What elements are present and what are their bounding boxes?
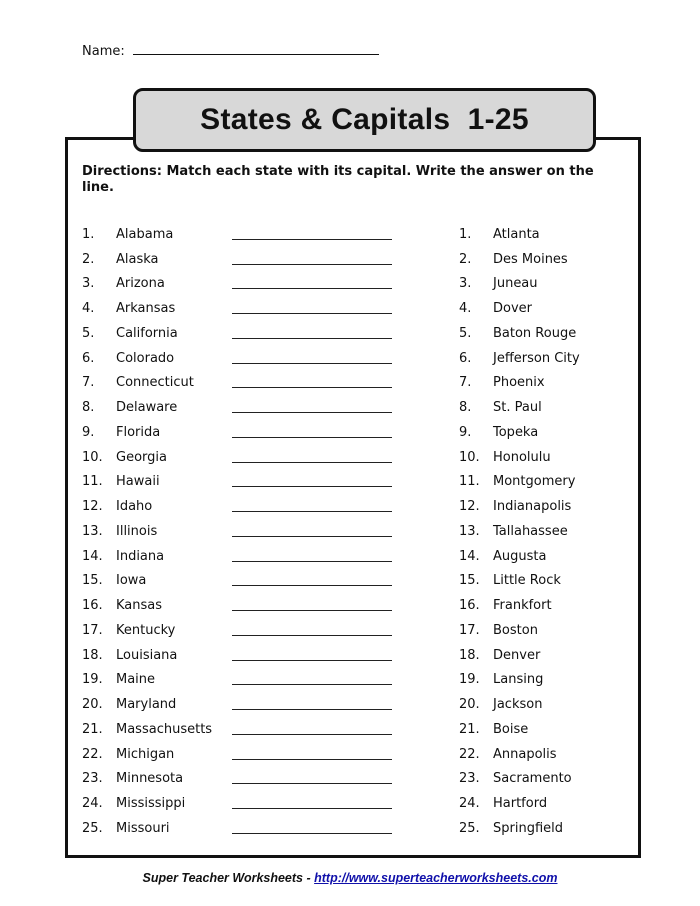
- state-name: Georgia: [116, 449, 167, 465]
- capital-name: Tallahassee: [493, 523, 568, 539]
- capital-number: 7.: [459, 375, 472, 391]
- state-number: 4.: [82, 301, 95, 317]
- capital-row: [459, 494, 580, 519]
- capital-row: [459, 569, 580, 594]
- state-name: Hawaii: [116, 474, 160, 490]
- state-row: [82, 321, 392, 346]
- capital-row: [459, 445, 580, 470]
- state-name: Maine: [116, 672, 156, 688]
- answer-blank-line[interactable]: [232, 375, 392, 388]
- capital-name: Jackson: [493, 697, 543, 713]
- answer-blank-line[interactable]: [232, 722, 392, 735]
- capital-number: 14.: [459, 548, 480, 564]
- answer-blank-line[interactable]: [232, 524, 392, 537]
- capital-row: [459, 544, 580, 569]
- states-column: [82, 222, 392, 841]
- capital-number: 15.: [459, 573, 480, 589]
- capital-row: [459, 717, 580, 742]
- state-name: Massachusetts: [116, 721, 213, 737]
- answer-blank-line[interactable]: [232, 598, 392, 611]
- capital-number: 10.: [459, 449, 480, 465]
- capital-name: Boise: [493, 721, 529, 737]
- capital-row: [459, 692, 580, 717]
- capital-name: Des Moines: [493, 251, 568, 267]
- footer-url-link[interactable]: http://www.superteacherworksheets.com: [314, 871, 558, 885]
- state-number: 17.: [82, 622, 103, 638]
- state-number: 11.: [82, 474, 103, 490]
- state-number: 6.: [82, 350, 95, 366]
- state-row: [82, 494, 392, 519]
- answer-blank-line[interactable]: [232, 821, 392, 834]
- capital-name: Augusta: [493, 548, 547, 564]
- state-number: 15.: [82, 573, 103, 589]
- state-name: Minnesota: [116, 771, 184, 787]
- state-number: 2.: [82, 251, 95, 267]
- state-number: 10.: [82, 449, 103, 465]
- capital-number: 16.: [459, 598, 480, 614]
- state-number: 23.: [82, 771, 103, 787]
- answer-blank-line[interactable]: [232, 425, 392, 438]
- state-number: 3.: [82, 276, 95, 292]
- answer-blank-line[interactable]: [232, 672, 392, 685]
- state-name: Illinois: [116, 523, 158, 539]
- footer: [0, 871, 700, 885]
- capital-row: [459, 816, 580, 841]
- capital-number: 5.: [459, 325, 472, 341]
- state-row: [82, 519, 392, 544]
- capital-row: [459, 346, 580, 371]
- state-name: Florida: [116, 424, 161, 440]
- answer-blank-line[interactable]: [232, 474, 392, 487]
- capital-number: 20.: [459, 697, 480, 713]
- capital-row: [459, 470, 580, 495]
- answer-blank-line[interactable]: [232, 351, 392, 364]
- state-name: Michigan: [116, 746, 175, 762]
- state-number: 24.: [82, 796, 103, 812]
- state-row: [82, 692, 392, 717]
- capital-name: Dover: [493, 301, 532, 317]
- state-row: [82, 346, 392, 371]
- capital-name: Hartford: [493, 796, 548, 812]
- capital-name: Montgomery: [493, 474, 576, 490]
- capital-number: 18.: [459, 647, 480, 663]
- state-name: Alaska: [116, 251, 159, 267]
- state-number: 14.: [82, 548, 103, 564]
- capital-number: 21.: [459, 721, 480, 737]
- capital-number: 3.: [459, 276, 472, 292]
- state-row: [82, 593, 392, 618]
- state-row: [82, 544, 392, 569]
- state-number: 18.: [82, 647, 103, 663]
- capital-row: [459, 767, 580, 792]
- capital-number: 25.: [459, 820, 480, 836]
- state-row: [82, 643, 392, 668]
- capital-row: [459, 247, 580, 272]
- state-name: Connecticut: [116, 375, 194, 391]
- state-row: [82, 717, 392, 742]
- state-row: [82, 470, 392, 495]
- state-number: 5.: [82, 325, 95, 341]
- state-number: 9.: [82, 424, 95, 440]
- capital-row: [459, 742, 580, 767]
- capital-row: [459, 519, 580, 544]
- state-name: Louisiana: [116, 647, 178, 663]
- answer-blank-line[interactable]: [232, 796, 392, 809]
- answer-blank-line[interactable]: [232, 648, 392, 661]
- answer-blank-line[interactable]: [232, 326, 392, 339]
- capital-row: [459, 222, 580, 247]
- state-row: [82, 296, 392, 321]
- state-row: [82, 816, 392, 841]
- capital-row: [459, 668, 580, 693]
- state-number: 1.: [82, 226, 95, 242]
- capital-name: Phoenix: [493, 375, 545, 391]
- capital-number: 6.: [459, 350, 472, 366]
- capital-name: Annapolis: [493, 746, 557, 762]
- worksheet-title: States & Capitals 1-25: [200, 103, 529, 136]
- capital-name: Indianapolis: [493, 499, 572, 515]
- answer-blank-line[interactable]: [232, 747, 392, 760]
- state-number: 12.: [82, 499, 103, 515]
- state-number: 8.: [82, 400, 95, 416]
- capital-number: 9.: [459, 424, 472, 440]
- state-row: [82, 668, 392, 693]
- state-name: Idaho: [116, 499, 153, 515]
- answer-blank-line[interactable]: [232, 549, 392, 562]
- capital-name: Honolulu: [493, 449, 551, 465]
- state-row: [82, 445, 392, 470]
- capital-row: [459, 395, 580, 420]
- state-name: Missouri: [116, 820, 170, 836]
- state-name: Colorado: [116, 350, 175, 366]
- answer-blank-line[interactable]: [232, 450, 392, 463]
- capital-row: [459, 371, 580, 396]
- footer-brand: Super Teacher Worksheets -: [142, 871, 315, 885]
- name-field: [82, 41, 379, 59]
- capital-name: Frankfort: [493, 598, 552, 614]
- answer-blank-line[interactable]: [232, 301, 392, 314]
- capital-number: 17.: [459, 622, 480, 638]
- state-row: [82, 767, 392, 792]
- capital-row: [459, 791, 580, 816]
- capital-name: Sacramento: [493, 771, 572, 787]
- capital-number: 8.: [459, 400, 472, 416]
- capital-name: Little Rock: [493, 573, 561, 589]
- answer-blank-line[interactable]: [232, 623, 392, 636]
- state-row: [82, 371, 392, 396]
- state-row: [82, 569, 392, 594]
- capital-row: [459, 272, 580, 297]
- state-row: [82, 272, 392, 297]
- capital-name: St. Paul: [493, 400, 542, 416]
- state-number: 16.: [82, 598, 103, 614]
- answer-blank-line[interactable]: [232, 252, 392, 265]
- capital-name: Atlanta: [493, 226, 540, 242]
- state-row: [82, 395, 392, 420]
- capital-number: 11.: [459, 474, 480, 490]
- state-number: 25.: [82, 820, 103, 836]
- capital-row: [459, 321, 580, 346]
- directions-text: Directions: Match each state with its capital. Write the answer on the line.: [82, 164, 594, 195]
- state-row: [82, 791, 392, 816]
- title-banner: [133, 88, 596, 152]
- state-name: Maryland: [116, 697, 177, 713]
- answer-blank-line[interactable]: [232, 573, 392, 586]
- answer-blank-line[interactable]: [232, 276, 392, 289]
- name-label: Name:: [82, 44, 125, 59]
- capital-number: 4.: [459, 301, 472, 317]
- state-name: Kentucky: [116, 622, 176, 638]
- state-name: Mississippi: [116, 796, 186, 812]
- state-name: Arizona: [116, 276, 165, 292]
- capital-name: Springfield: [493, 820, 564, 836]
- capital-name: Juneau: [493, 276, 538, 292]
- capital-number: 12.: [459, 499, 480, 515]
- capital-name: Denver: [493, 647, 541, 663]
- capital-number: 22.: [459, 746, 480, 762]
- state-name: Kansas: [116, 598, 163, 614]
- capital-number: 13.: [459, 523, 480, 539]
- answer-blank-line[interactable]: [232, 400, 392, 413]
- capital-row: [459, 420, 580, 445]
- capital-name: Topeka: [493, 424, 539, 440]
- state-number: 7.: [82, 375, 95, 391]
- state-name: California: [116, 325, 178, 341]
- state-row: [82, 247, 392, 272]
- capital-name: Baton Rouge: [493, 325, 577, 341]
- capital-number: 1.: [459, 226, 472, 242]
- name-blank-line[interactable]: [133, 41, 379, 55]
- capital-name: Lansing: [493, 672, 544, 688]
- answer-blank-line[interactable]: [232, 227, 392, 240]
- state-number: 21.: [82, 721, 103, 737]
- capital-row: [459, 618, 580, 643]
- capital-row: [459, 643, 580, 668]
- answer-blank-line[interactable]: [232, 697, 392, 710]
- state-name: Alabama: [116, 226, 174, 242]
- state-number: 13.: [82, 523, 103, 539]
- state-number: 19.: [82, 672, 103, 688]
- capital-number: 2.: [459, 251, 472, 267]
- state-name: Iowa: [116, 573, 147, 589]
- capital-number: 24.: [459, 796, 480, 812]
- capital-name: Boston: [493, 622, 538, 638]
- state-name: Delaware: [116, 400, 178, 416]
- state-row: [82, 618, 392, 643]
- state-row: [82, 222, 392, 247]
- state-number: 22.: [82, 746, 103, 762]
- capital-name: Jefferson City: [493, 350, 580, 366]
- capital-number: 19.: [459, 672, 480, 688]
- state-row: [82, 420, 392, 445]
- state-number: 20.: [82, 697, 103, 713]
- capitals-column: [459, 222, 580, 841]
- state-name: Indiana: [116, 548, 165, 564]
- capital-number: 23.: [459, 771, 480, 787]
- capital-row: [459, 296, 580, 321]
- state-row: [82, 742, 392, 767]
- answer-blank-line[interactable]: [232, 499, 392, 512]
- state-name: Arkansas: [116, 301, 176, 317]
- capital-row: [459, 593, 580, 618]
- answer-blank-line[interactable]: [232, 771, 392, 784]
